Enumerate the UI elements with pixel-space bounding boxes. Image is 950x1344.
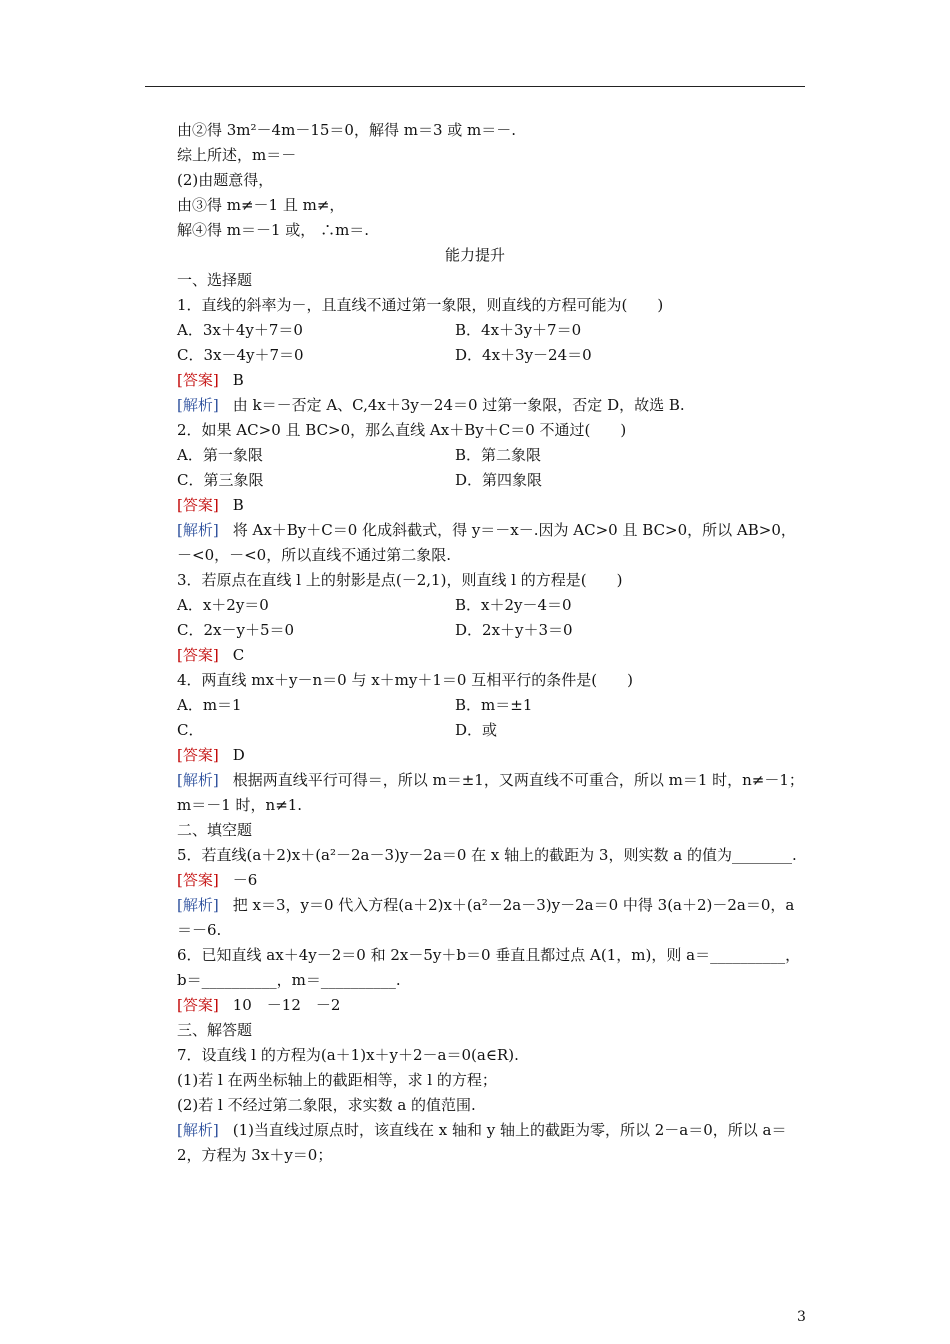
q1-option-a: A．3x＋4y＋7＝0 [177, 321, 303, 339]
page-content [145, 118, 805, 1168]
q1-option-b: B．4x＋3y＋7＝0 [455, 321, 582, 339]
analysis-label: [解析] [177, 1121, 219, 1139]
analysis-label: [解析] [177, 396, 219, 414]
heading-choice: 一、选择题 [177, 271, 253, 289]
q4-option-d: D．或 [455, 721, 498, 739]
q3-option-b: B．x＋2y－4＝0 [455, 596, 572, 614]
q1-options-row-2 [145, 343, 805, 368]
answer-label: [答案] [177, 496, 219, 514]
q4-options-row-1 [145, 693, 805, 718]
q3-answer [145, 643, 805, 668]
q4-answer-value: D [232, 746, 245, 764]
q2-option-c: C．第三象限 [177, 471, 264, 489]
analysis-label: [解析] [177, 896, 219, 914]
q4-stem: 4．两直线 mx＋y－n＝0 与 x＋my＋1＝0 互相平行的条件是( ) [177, 671, 633, 689]
page-number: 3 [797, 1309, 806, 1325]
q1-option-d: D．4x＋3y－24＝0 [455, 346, 592, 364]
q3-option-d: D．2x＋y＋3＝0 [455, 621, 573, 639]
q2-option-d: D．第四象限 [455, 471, 543, 489]
q2-answer-value: B [232, 496, 244, 514]
q1-answer-value: B [232, 371, 244, 389]
q6-answer [145, 993, 805, 1018]
q3-options-row-1 [145, 593, 805, 618]
heading-solve: 三、解答题 [177, 1021, 253, 1039]
section-title: 能力提升 [444, 246, 505, 264]
q2-option-b: B．第二象限 [455, 446, 542, 464]
header-rule [145, 86, 805, 87]
intro-line-1: 由②得 3m²－4m－15＝0，解得 m＝3 或 m＝－. [177, 121, 517, 139]
q4-option-a: A．m＝1 [177, 696, 242, 714]
answer-label: [答案] [177, 371, 219, 389]
q4-answer [145, 743, 805, 768]
intro-line-5: 解④得 m＝－1 或， ∴m＝. [177, 221, 370, 239]
intro-line-2: 综上所述，m＝－ [177, 146, 297, 164]
q3-options-row-2 [145, 618, 805, 643]
q7-stem: 7．设直线 l 的方程为(a＋1)x＋y＋2－a＝0(a∈R). [177, 1046, 519, 1064]
q3-option-a: A．x＋2y＝0 [177, 596, 269, 614]
analysis-label: [解析] [177, 771, 219, 789]
q3-option-c: C．2x－y＋5＝0 [177, 621, 295, 639]
q5-stem: 5．若直线(a＋2)x＋(a²－2a－3)y－2a＝0 在 x 轴上的截距为 3，则实数 a 的值为________. [177, 846, 797, 864]
heading-fill: 二、填空题 [177, 821, 253, 839]
q1-stem: 1．直线的斜率为－，且直线不通过第一象限，则直线的方程可能为( ) [177, 296, 664, 314]
answer-label: [答案] [177, 746, 219, 764]
q5-analysis [145, 893, 805, 943]
q2-analysis [145, 518, 805, 568]
q4-options-row-2 [145, 718, 805, 743]
q3-stem: 3．若原点在直线 l 上的射影是点(－2,1)，则直线 l 的方程是( ) [177, 571, 623, 589]
q6-stem: 6．已知直线 ax＋4y－2＝0 和 2x－5y＋b＝0 垂直且都过点 A(1，m)，则 a＝__________，b＝__________，m＝__________. [177, 946, 801, 989]
q1-option-c: C．3x－4y＋7＝0 [177, 346, 304, 364]
intro-line-3: (2)由题意得， [177, 171, 274, 189]
q1-analysis-text: 由 k＝－否定 A、C,4x＋3y－24＝0 过第一象限，否定 D，故选 B. [232, 396, 685, 414]
q2-analysis-text: 将 Ax＋By＋C＝0 化成斜截式，得 y＝－x－.因为 AC>0 且 BC>0，所以 AB>0，－<0，－<0，所以直线不通过第二象限. [177, 521, 796, 564]
q1-answer [145, 368, 805, 393]
q4-analysis-text: 根据两直线平行可得＝，所以 m＝±1，又两直线不可重合，所以 m＝1 时，n≠－1；m＝－1 时，n≠1. [177, 771, 804, 814]
q2-options-row-2 [145, 468, 805, 493]
q5-answer [145, 868, 805, 893]
q2-answer [145, 493, 805, 518]
q5-answer-value: －6 [232, 871, 258, 889]
q7-analysis-text: (1)当直线过原点时，该直线在 x 轴和 y 轴上的截距为零，所以 2－a＝0，所以 a＝2，方程为 3x＋y＝0； [177, 1121, 787, 1164]
q4-option-c: C． [177, 721, 204, 739]
q6-answer-value: 10 －12 －2 [232, 996, 341, 1014]
analysis-label: [解析] [177, 521, 219, 539]
q1-options-row-1 [145, 318, 805, 343]
q3-answer-value: C [232, 646, 245, 664]
q2-option-a: A．第一象限 [177, 446, 263, 464]
answer-label: [答案] [177, 646, 219, 664]
q7-part-2: (2)若 l 不经过第二象限，求实数 a 的值范围. [177, 1096, 476, 1114]
answer-label: [答案] [177, 871, 219, 889]
answer-label: [答案] [177, 996, 219, 1014]
q4-analysis [145, 768, 805, 818]
q2-stem: 2．如果 AC>0 且 BC>0，那么直线 Ax＋By＋C＝0 不通过( ) [177, 421, 627, 439]
intro-line-4: 由③得 m≠－1 且 m≠， [177, 196, 345, 214]
q7-analysis [145, 1118, 805, 1168]
q4-option-b: B．m＝±1 [455, 696, 533, 714]
q1-analysis [145, 393, 805, 418]
q5-analysis-text: 把 x＝3，y＝0 代入方程(a＋2)x＋(a²－2a－3)y－2a＝0 中得 3(a＋2)－2a＝0，a＝－6. [177, 896, 795, 939]
q7-part-1: (1)若 l 在两坐标轴上的截距相等，求 l 的方程； [177, 1071, 497, 1089]
q2-options-row-1 [145, 443, 805, 468]
